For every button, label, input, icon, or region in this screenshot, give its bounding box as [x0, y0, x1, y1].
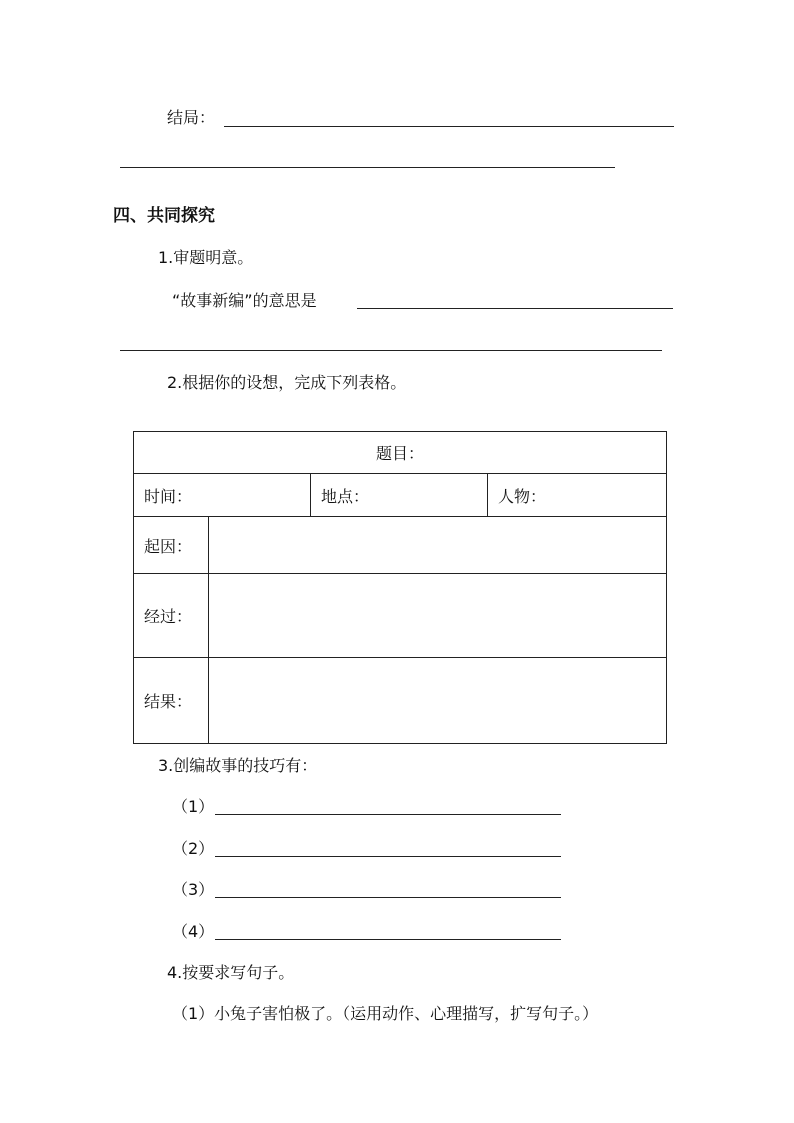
- technique-item-1-label: （1）: [172, 797, 215, 816]
- technique-item-4-line[interactable]: [215, 939, 561, 940]
- question-1-prompt: “故事新编”的意思是: [172, 291, 317, 310]
- ending-answer-line-1[interactable]: [224, 126, 674, 127]
- table-time-cell[interactable]: [134, 474, 311, 517]
- table-cause-label: 起因：: [144, 536, 193, 556]
- technique-item-4-label: （4）: [172, 922, 215, 941]
- ending-label: 结局：: [167, 108, 216, 127]
- table-process-answer-cell[interactable]: [209, 574, 667, 658]
- technique-item-3-label: （3）: [172, 880, 215, 899]
- question-4-item-1: （1）小兔子害怕极了。（运用动作、心理描写，扩写句子。）: [172, 1004, 599, 1023]
- story-plan-table: [133, 431, 667, 744]
- table-place-label: 地点：: [321, 486, 370, 506]
- question-1-answer-line-1[interactable]: [357, 308, 673, 309]
- table-characters-label: 人物：: [498, 486, 547, 506]
- question-4-title: 4.按要求写句子。: [167, 963, 295, 982]
- table-result-label-cell: [134, 658, 209, 744]
- table-cause-label-cell: [134, 517, 209, 574]
- table-characters-cell[interactable]: [488, 474, 667, 517]
- question-1-title: 1.审题明意。: [158, 248, 254, 267]
- table-title-label: 题目：: [376, 444, 425, 463]
- technique-item-1-line[interactable]: [215, 814, 561, 815]
- question-2-title: 2.根据你的设想，完成下列表格。: [167, 373, 407, 392]
- technique-item-2-label: （2）: [172, 839, 215, 858]
- section-heading: 四、共同探究: [113, 206, 215, 226]
- table-time-label: 时间：: [144, 486, 193, 506]
- table-process-label-cell: [134, 574, 209, 658]
- technique-item-3-line[interactable]: [215, 897, 561, 898]
- question-1-answer-line-2[interactable]: [120, 350, 662, 351]
- table-result-answer-cell[interactable]: [209, 658, 667, 744]
- technique-item-2-line[interactable]: [215, 856, 561, 857]
- table-result-label: 结果：: [144, 692, 193, 711]
- question-3-title: 3.创编故事的技巧有：: [158, 756, 318, 775]
- table-process-label: 经过：: [144, 607, 193, 626]
- table-title-cell[interactable]: [134, 432, 667, 474]
- table-cause-answer-cell[interactable]: [209, 517, 667, 574]
- ending-answer-line-2[interactable]: [120, 167, 615, 168]
- table-place-cell[interactable]: [311, 474, 488, 517]
